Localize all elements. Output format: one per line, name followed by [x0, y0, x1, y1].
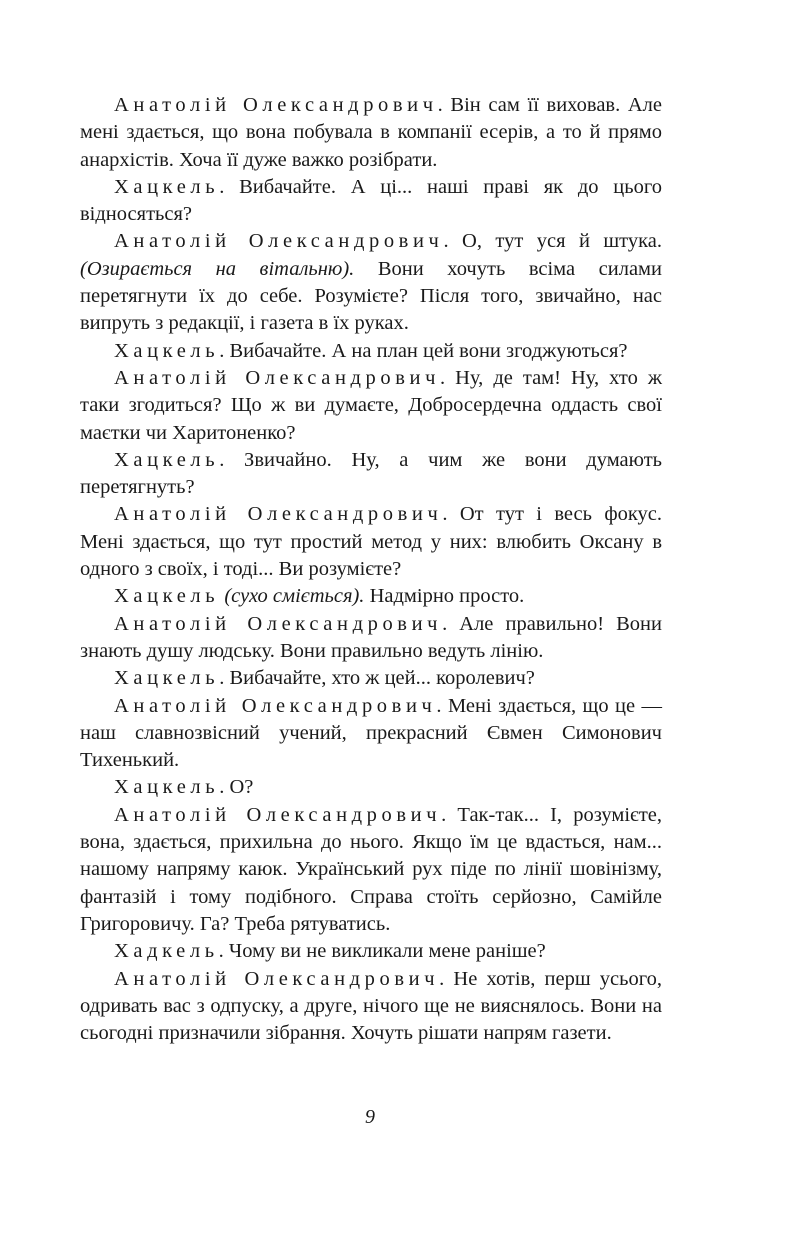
dialogue-line: [80, 447, 662, 502]
speaker-name: Хацкель: [114, 339, 220, 362]
dialogue-text: Надмірно просто.: [364, 585, 525, 608]
speaker-separator: .: [441, 803, 447, 826]
dialogue-text: Звичайно. Ну, а чим же вони думають перетягнуть?: [80, 448, 662, 499]
speaker-separator: .: [437, 94, 443, 116]
dialogue-text: Вибачайте. А на план цей вони згоджуються?: [224, 339, 628, 362]
dialogue-text: О, тут уся й штука. (Озирається на вітальню). Вони хочуть всіма силами перетягнути їх до себе. Розумієте? Після того, звичайно, нас випруть з редакції, і газета в їх руках.: [80, 230, 662, 335]
dialogue-text: Вибачайте, хто ж цей... королевич?: [224, 667, 535, 690]
dialogue-text: Чому ви не викликали мене раніше?: [223, 940, 546, 963]
dialogue-line: [80, 338, 662, 365]
dialogue-text: Не хотів, перш усього, одривать вас з одпуску, а друге, нічого ще не вияснялось. Вони на сьогодні призначили зібрання. Хочуть рішати напрям газети.: [80, 967, 663, 1045]
speaker-name: Анатолій Олександрович: [114, 612, 443, 635]
page-number: 9: [365, 1106, 375, 1128]
speaker-separator: .: [218, 940, 224, 963]
speaker-separator: .: [219, 667, 225, 690]
dialogue-line: [80, 611, 662, 666]
dialogue-line: [80, 802, 662, 938]
speaker-separator: .: [440, 366, 446, 389]
dialogue-text: О?: [224, 776, 254, 799]
stage-direction: (сухо сміється).: [219, 585, 365, 608]
stage-direction: (Озирається на вітальню).: [80, 257, 355, 280]
play-text: [80, 92, 662, 1047]
speaker-name: Хацкель: [114, 448, 220, 471]
dialogue-line: [80, 665, 662, 692]
speaker-name: Хацкель: [114, 667, 220, 690]
dialogue-line: [80, 966, 662, 1048]
dialogue-text: Так-так... І, розумієте, вона, здається, прихильна до нього. Якщо їм це вдасться, нам... нашому напряму каюк. Український рух піде по лінії шовінізму, фантазій і тому подібного. Справа стоїть серйозно, Самійле Григоровичу. Га? Треба рятуватись.: [80, 803, 663, 935]
speaker-separator: .: [443, 230, 449, 253]
speaker-separator: .: [436, 694, 442, 717]
speaker-separator: .: [442, 503, 448, 526]
speaker-separator: .: [219, 339, 225, 362]
dialogue-line: [80, 228, 662, 337]
dialogue-line: [80, 365, 662, 447]
dialogue-text: Він сам її виховав. Але мені здається, що вона побувала в компанії есерів, а то й прямо анархістів. Хоча її дуже важко розібрати.: [80, 94, 663, 171]
speaker-name: Хадкель: [114, 940, 219, 963]
speaker-name: Хацкель: [114, 175, 220, 198]
speaker-name: Анатолій Олександрович: [114, 94, 438, 116]
speaker-separator: .: [219, 448, 225, 471]
speaker-name: Хацкель: [114, 776, 220, 799]
dialogue-text: Мені здається, що це — наш славнозвісний учений, прекрасний Євмен Симонович Тихенький.: [80, 694, 662, 772]
dialogue-line: [80, 92, 662, 174]
speaker-name: Анатолій Олександрович: [114, 694, 437, 717]
dialogue-line: [80, 583, 662, 610]
dialogue-line: [80, 938, 662, 965]
speaker-separator: .: [219, 175, 225, 198]
dialogue-text: Ну, де там! Ну, хто ж таки згодиться? Що ж ви думаєте, Добросердечна оддасть свої маєтки чи Харитоненко?: [80, 366, 663, 444]
speaker-name: Хацкель: [114, 585, 220, 608]
speaker-name: Анатолій Олександрович: [114, 503, 443, 526]
dialogue-line: [80, 693, 662, 775]
speaker-separator: .: [439, 967, 445, 990]
speaker-name: Анатолій Олександрович: [114, 366, 441, 389]
dialogue-line: [80, 501, 662, 583]
dialogue-line: [80, 174, 662, 229]
speaker-name: Анатолій Олександрович: [114, 967, 440, 990]
speaker-separator: .: [442, 612, 448, 635]
speaker-name: Анатолій Олександрович: [114, 803, 442, 826]
speaker-name: Анатолій Олександрович: [114, 230, 444, 253]
dialogue-text: Але правильно! Вони знають душу людську. Вони правильно ведуть лінію.: [80, 612, 662, 662]
dialogue-text: Вибачайте. А ці... наші праві як до цього відносяться?: [80, 175, 662, 226]
dialogue-line: [80, 774, 662, 801]
speaker-separator: .: [219, 776, 225, 799]
dialogue-text: От тут і весь фокус. Мені здається, що тут простий метод у них: влюбить Оксану в одного з своїх, і тоді... Ви розумієте?: [80, 503, 662, 581]
